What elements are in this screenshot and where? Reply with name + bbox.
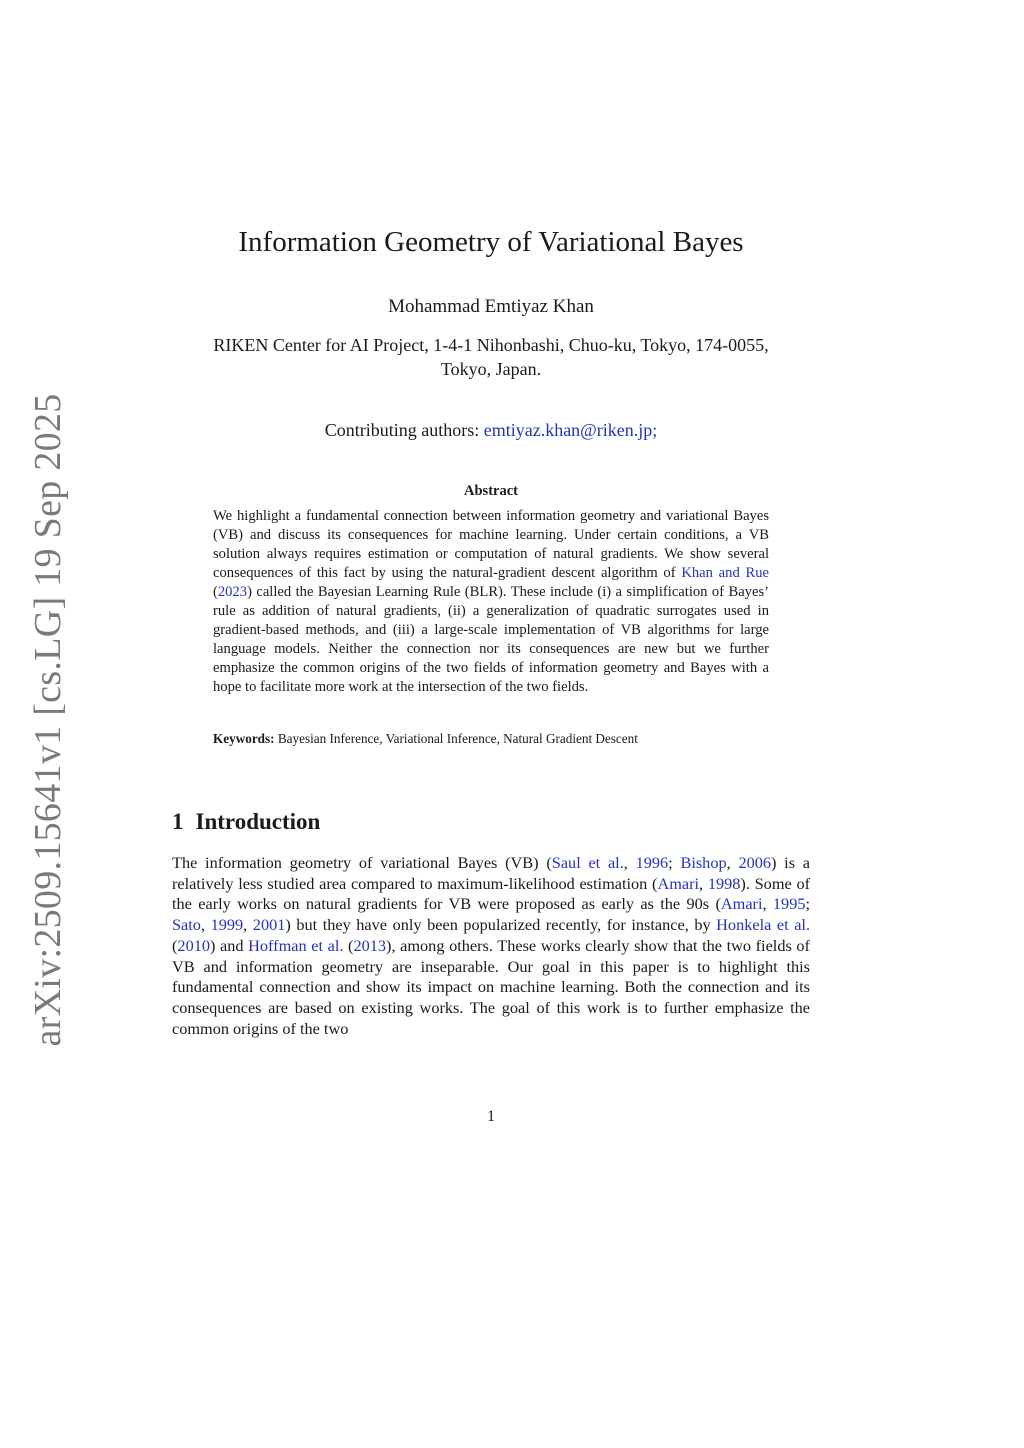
- intro-text: The information geometry of variational Bayes (VB) (: [172, 853, 552, 872]
- citation-bishop-link[interactable]: Bishop: [680, 853, 727, 872]
- citation-bishop-year-link[interactable]: 2006: [738, 853, 771, 872]
- intro-text: ) but they have only been popularized recently, for instance, by: [285, 915, 717, 935]
- author-affiliation: RIKEN Center for AI Project, 1-4-1 Nihonbashi, Chuo-ku, Tokyo, 174-0055, Tokyo, Japan.: [213, 335, 769, 379]
- citation-amari-1995-year-link[interactable]: 1995: [772, 894, 806, 914]
- intro-text: ) and: [209, 935, 249, 955]
- citation-amari-year-link[interactable]: 1998: [707, 873, 741, 893]
- arxiv-identifier-stamp: arXiv:2509.15641v1 [cs.LG] 19 Sep 2025: [27, 393, 69, 1047]
- intro-sep: (: [343, 935, 354, 955]
- paper-title: Information Geometry of Variational Bayes: [238, 226, 744, 258]
- citation-open-paren: (: [213, 584, 218, 600]
- author-name: Mohammad Emtiyaz Khan: [388, 296, 594, 317]
- keywords-text: Bayesian Inference, Variational Inference, Natural Gradient Descent: [274, 731, 638, 746]
- citation-honkela-link[interactable]: Honkela et al.: [716, 915, 811, 935]
- citation-honkela-year-link[interactable]: 2010: [177, 935, 210, 955]
- citation-sato-2001-link[interactable]: 2001: [252, 915, 286, 935]
- citation-amari-1995-link[interactable]: Amari: [720, 894, 763, 914]
- abstract-text: [213, 507, 769, 697]
- intro-text: ) is a relatively less studied area compared to maximum-likelihood estimation (: [172, 853, 811, 893]
- contrib-label: Contributing authors:: [324, 420, 484, 440]
- page-number: 1: [487, 1108, 495, 1125]
- citation-hoffman-link[interactable]: Hoffman et al.: [248, 935, 344, 955]
- citation-hoffman-year-link[interactable]: 2013: [353, 935, 387, 955]
- contributing-authors: [0, 420, 982, 441]
- intro-sep: ,: [200, 915, 211, 935]
- introduction-paragraph: [172, 853, 810, 1039]
- citation-amari-link[interactable]: Amari: [657, 873, 700, 893]
- citation-sato-link[interactable]: Sato: [172, 915, 201, 935]
- intro-sep: ,: [699, 873, 708, 893]
- citation-saul-year-link[interactable]: 1996: [635, 853, 669, 872]
- abstract-text-part-1: We highlight a fundamental connection between information geometry and variational Bayes (VB) and discuss its consequences for machine learning. Under certain conditions, a VB solution always requires estimation or computation of natural gradients. We show several consequences of this fact by using the natural-gradient descent algorithm of: [213, 508, 769, 581]
- section-title: Introduction: [195, 809, 321, 834]
- intro-sep: ,: [762, 894, 773, 914]
- citation-sato-1999-link[interactable]: 1999: [210, 915, 244, 935]
- intro-sep: ;: [668, 853, 681, 872]
- keywords-label: Keywords:: [213, 731, 275, 746]
- intro-text: ), among others. These works clearly show that the two fields of VB and information geometry are inseparable. Our goal in this paper is to highlight this fundamental connection and show its impact on machine learning. Both the connection and its consequences are based on existing works. The goal of this work is to further emphasize the common origins of the two: [172, 935, 810, 1038]
- section-number: 1: [172, 809, 184, 834]
- author-email-link[interactable]: emtiyaz.khan@riken.jp: [483, 420, 653, 440]
- intro-sep: ,: [243, 915, 253, 935]
- intro-sep: ,: [623, 853, 636, 872]
- citation-saul-link[interactable]: Saul et al.: [551, 853, 624, 872]
- intro-sep: ;: [805, 894, 810, 914]
- intro-text: ). Some of the early works on natural gradients for VB were proposed as early as the 90s (: [172, 873, 811, 914]
- citation-khan-rue-year-link[interactable]: 2023: [217, 584, 248, 600]
- abstract-heading: Abstract: [464, 483, 518, 499]
- intro-sep: ,: [726, 853, 739, 872]
- keywords-line: [213, 731, 769, 747]
- abstract-text-part-2: ) called the Bayesian Learning Rule (BLR). These include (i) a simplification of Bayes’ rule as addition of natural gradients, (ii) a generalization of quadratic surrogates used in gradient-based methods, and (iii) a large-scale implementation of VB algorithms for large language models. Neither the connection nor its consequences are new but we further emphasize the common origins of the two fields of information geometry and Bayes with a hope to facilitate more work at the intersection of the two fields.: [213, 584, 769, 695]
- citation-khan-rue-link[interactable]: Khan and Rue: [681, 565, 769, 581]
- section-heading-introduction: [172, 809, 320, 835]
- contrib-suffix: ;: [652, 420, 658, 440]
- intro-sep: (: [172, 935, 178, 955]
